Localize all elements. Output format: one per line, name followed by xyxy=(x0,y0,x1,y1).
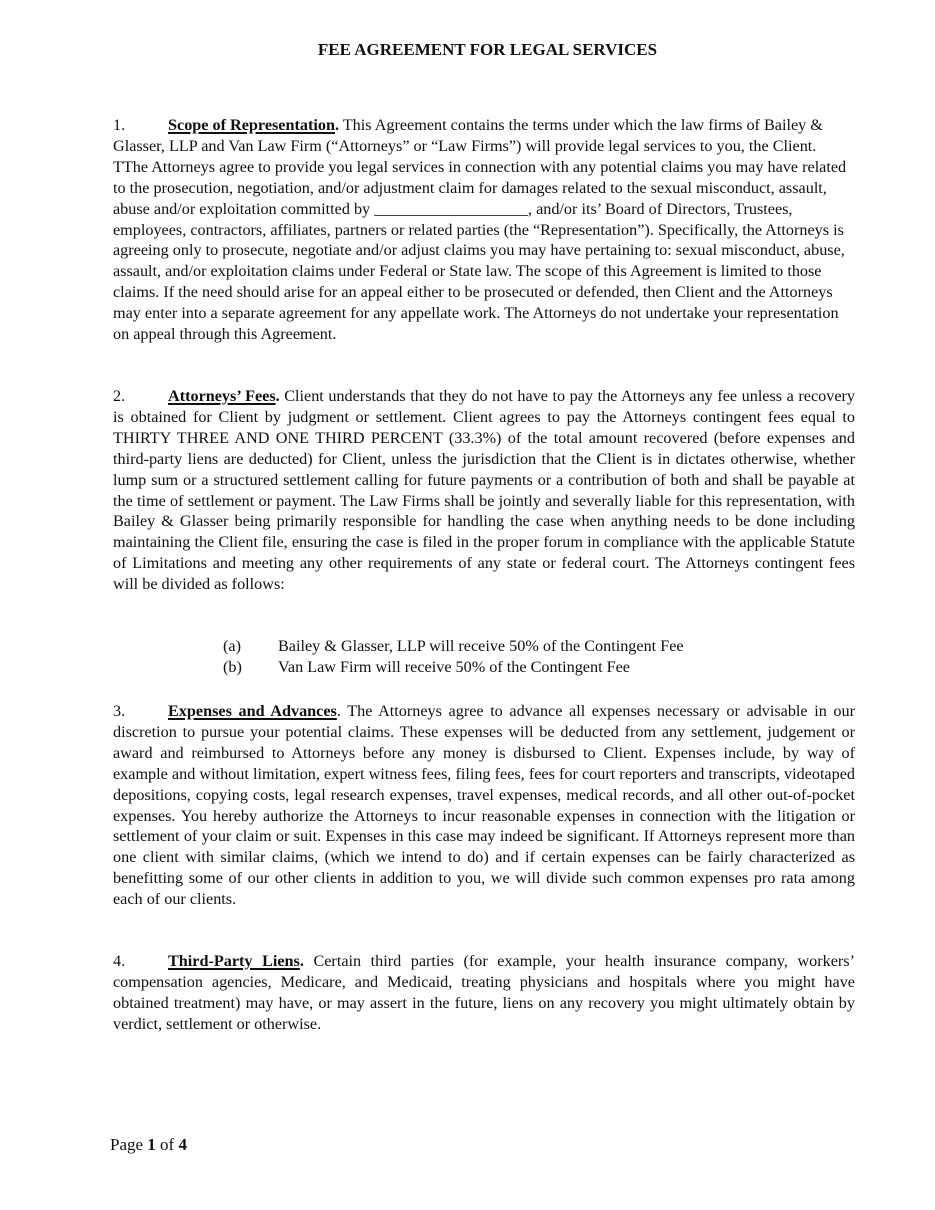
section-attorneys-fees xyxy=(113,386,855,595)
page-footer xyxy=(110,1135,187,1155)
page-prefix: Page xyxy=(110,1135,148,1154)
section-text: Certain third parties (for example, your health insurance company, workers’ compensation agencies, Medicare, and Medicaid, treating physicians and hospitals where you might have obtained treatment) may have, or may assert in the future, liens on any recovery you might ultimately obtain by verdict, settlement or otherwise. xyxy=(113,952,855,1033)
section-heading: Attorneys’ Fees xyxy=(168,387,276,405)
document-title: FEE AGREEMENT FOR LEGAL SERVICES xyxy=(317,40,658,59)
list-item-label: (a) xyxy=(223,637,241,655)
section-heading: Scope of Representation xyxy=(168,116,335,134)
page-of: of xyxy=(155,1135,179,1154)
section-text: Client understands that they do not have to pay the Attorneys any fee unless a recovery is obtained for Client by judgment or settlement. Client agrees to pay the Attorneys contingent fees equal to THIRTY THREE AND ONE THIRD PERCENT (33.3%) of the total amount recovered (before expenses and third-party liens are deducted) for Client, unless the jurisdiction that the Client is in dictates otherwise, whether lump sum or a structured settlement calling for future payments or a contribution of both and shall be payable at the time of settlement or payment. The Law Firms shall be jointly and severally liable for this representation, with Bailey & Glasser being primarily responsible for handling the case when anything needs to be done including maintaining the Client file, ensuring the case is filed in the proper forum in compliance with the applicable Statute of Limitations and meeting any other requirements of any state or federal court. The Attorneys contingent fees will be divided as follows: xyxy=(113,387,855,594)
section-expenses-and-advances xyxy=(113,701,855,910)
section-number: 3. xyxy=(113,702,126,720)
heading-punctuation: . xyxy=(334,116,340,134)
section-heading: Third-Party Liens xyxy=(168,952,300,970)
section-paragraph xyxy=(113,951,855,1035)
section-scope-of-representation xyxy=(113,115,855,345)
list-item xyxy=(223,636,684,657)
fee-division-list xyxy=(223,636,684,678)
section-third-party-liens xyxy=(113,951,855,1035)
section-number: 1. xyxy=(113,116,126,134)
heading-punctuation: . xyxy=(299,952,304,970)
current-page-number: 1 xyxy=(147,1135,156,1154)
total-page-count: 4 xyxy=(178,1135,187,1154)
section-paragraph xyxy=(113,386,855,595)
list-item-text: Van Law Firm will receive 50% of the Contingent Fee xyxy=(278,658,630,676)
section-paragraph xyxy=(113,701,855,910)
section-paragraph xyxy=(113,115,855,345)
heading-punctuation: . xyxy=(275,387,280,405)
section-text: This Agreement contains the terms under which the law firms of Bailey & Glasser, LLP and Van Law Firm (“Attorneys” or “Law Firms”) will provide legal services to you, the Client. TThe Attorneys agree to provide you legal services in connection with any potential claims you may have related to the prosecution, negotiation, and/or adjustment claim for damages related to the sexual misconduct, assault, abuse and/or exploitation committed by ___________________, and/or its’ Board of Directors, Trustees, employees, contractors, affiliates, partners or related parties (the “Representation”). Specifically, the Attorneys is agreeing only to prosecute, negotiate and/or adjust claims you may have pertaining to: sexual misconduct, abuse, assault, and/or exploitation claims under Federal or State law. The scope of this Agreement is limited to those claims. If the need should arise for an appeal either to be prosecuted or defended, then Client and the Attorneys may enter into a separate agreement for any appellate work. The Attorneys do not undertake your representation on appeal through this Agreement. xyxy=(113,116,847,344)
section-number: 2. xyxy=(113,387,126,405)
heading-punctuation: . xyxy=(336,702,341,720)
list-item-text: Bailey & Glasser, LLP will receive 50% of the Contingent Fee xyxy=(278,637,684,655)
section-text: The Attorneys agree to advance all expenses necessary or advisable in our discretion to pursue your potential claims. These expenses will be deducted from any settlement, judgement or award and reimbursed to Attorneys before any money is disbursed to Client. Expenses include, by way of example and without limitation, expert witness fees, filing fees, fees for court reporters and transcripts, videotaped depositions, copying costs, legal research expenses, travel expenses, medical records, and all other out-of-pocket expenses. You hereby authorize the Attorneys to incur reasonable expenses in connection with the litigation or settlement of your claim or suit. Expenses in this case may indeed be significant. If Attorneys represent more than one client with similar claims, (which we intend to do) and if certain expenses can be fairly characterized as benefitting some of our other clients in addition to you, we will divide such common expenses pro rata among each of our clients. xyxy=(113,702,855,909)
section-heading: Expenses and Advances xyxy=(168,702,337,720)
list-item xyxy=(223,657,684,678)
list-item-label: (b) xyxy=(223,658,242,676)
section-number: 4. xyxy=(113,952,126,970)
